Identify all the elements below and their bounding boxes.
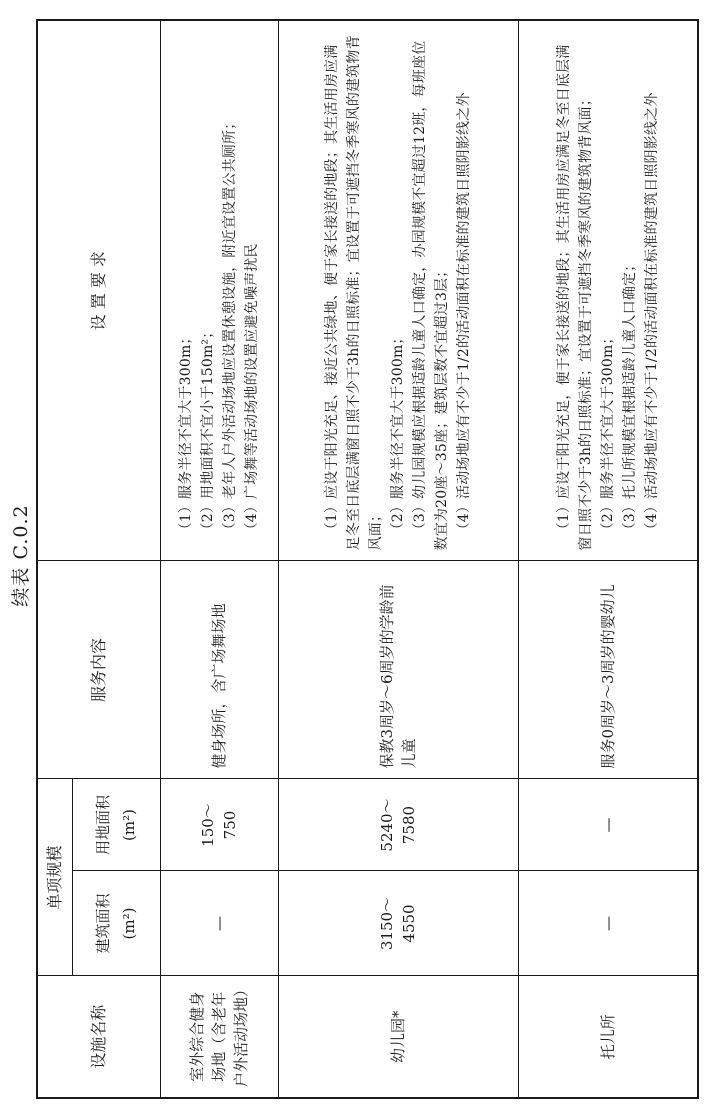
requirement-item: （3）托儿所规模宜根据适龄儿童人口确定； (621, 257, 638, 537)
requirement-item: （1）应设于阳光充足、接近公共绿地、便于家长接送的地段；其生活用房应满足冬至日底层满窗日照不少于3h的日照标准；宜设置于可遮挡冬季寒风的建筑物背风面； (324, 35, 384, 551)
header-land-area-unit: (m²) (120, 809, 138, 841)
requirement-item: （4）活动场地应有不少于1/2的活动面积在标准的建筑日照阴影线之外 (643, 92, 660, 537)
header-building-area-label: 建筑面积 (94, 893, 112, 954)
table-body (160, 20, 698, 1098)
requirement-item: （2）服务半径不宜大于300m； (599, 330, 616, 537)
requirement-item: （2）服务半径不宜大于300m； (390, 330, 406, 537)
header-service-content: 服务内容 (37, 561, 160, 779)
header-facility-name: 设施名称 (37, 976, 160, 1098)
table-header (37, 20, 160, 1098)
land-area-cell: — (518, 779, 698, 871)
header-building-area (72, 871, 160, 976)
table-caption: 续表 C.0.2 (10, 504, 32, 607)
requirement-item: （2）用地面积不宜小于150m²； (200, 324, 216, 537)
requirements-cell (160, 20, 278, 561)
requirement-item: （3）幼儿园规模应根据适龄儿童人口确定，办园规模不宜超过12班，每班座位数宜为20座～35座；建筑层数不宜超过3层； (412, 40, 450, 551)
service-content-cell: 健身场所，含广场舞场地 (160, 561, 278, 779)
table-row (518, 20, 698, 1098)
facility-name-cell: 托儿所 (518, 976, 698, 1098)
header-requirements: 设 置 要 求 (37, 20, 160, 561)
land-area-cell: 150～750 (160, 779, 278, 871)
requirements-cell (278, 20, 518, 561)
facility-table (36, 19, 699, 1099)
building-area-cell: — (518, 871, 698, 976)
header-single-scale: 单项规模 (37, 779, 72, 976)
requirement-item: （4）活动场地应有不少于1/2的活动面积在标准的建筑日照阴影线之外 (456, 92, 472, 537)
service-content-cell: 保教3周岁～6周岁的学龄前儿童 (278, 561, 518, 779)
header-land-area-label: 用地面积 (94, 794, 112, 855)
building-area-cell: — (160, 871, 278, 976)
header-row-1 (37, 20, 72, 1098)
header-land-area (72, 779, 160, 871)
facility-name-cell: 室外综合健身场地（含老年户外活动场地） (160, 976, 278, 1098)
requirement-item: （4）广场舞等活动场地的设置应避免噪声扰民 (244, 243, 260, 537)
requirement-item: （3）老年人户外活动场地应设置休憩设施，附近宜设置公共厕所； (222, 115, 238, 537)
requirements-cell (518, 20, 698, 561)
service-content-cell: 服务0周岁～3周岁的婴幼儿 (518, 561, 698, 779)
requirement-item: （1）服务半径不宜大于300m； (178, 330, 194, 537)
requirement-item: （1）应设于阳光充足，便于家长接送的地段；其生活用房应满足冬至日底层满窗日照不少于3h的日照标准；宜设置于可遮挡冬季寒风的建筑物背风面； (555, 44, 594, 551)
building-area-cell: 3150～4550 (278, 871, 518, 976)
land-area-cell: 5240～7580 (278, 779, 518, 871)
table-row (160, 20, 278, 1098)
header-building-area-unit: (m²) (120, 907, 138, 940)
facility-name-cell: 幼儿园* (278, 976, 518, 1098)
table-row (278, 20, 518, 1098)
